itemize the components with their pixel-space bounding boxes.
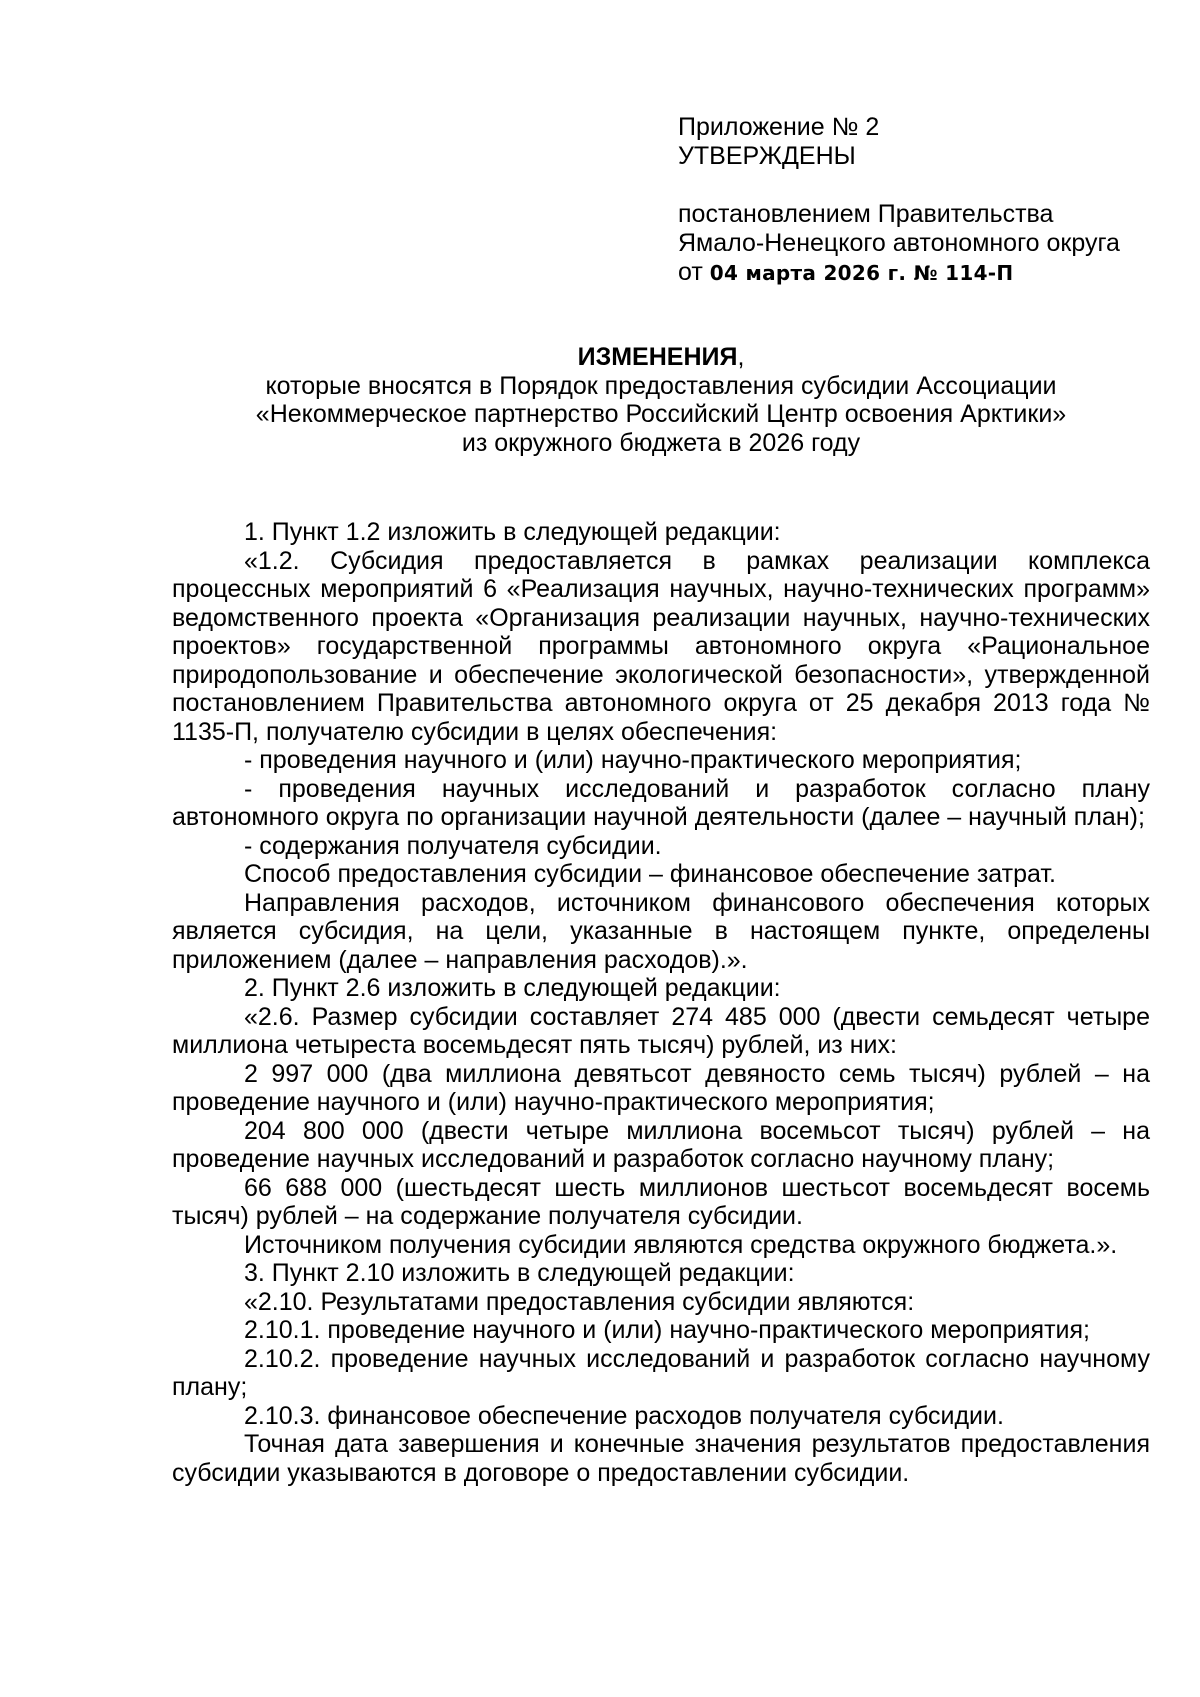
resolution-label: постановлением Правительства (678, 200, 1054, 228)
title-line-2: «Некоммерческое партнерство Российский Центр освоения Арктики» (255, 400, 1067, 428)
document-title (172, 343, 1150, 457)
date-value: 04 марта 2026 г. № 114-П (709, 261, 1014, 285)
date-prefix: от (678, 258, 710, 286)
paragraph: 66 688 000 (шестьдесят шесть миллионов шестьсот восемьдесят восемь тысяч) рублей – на содержание получателя субсидии. (172, 1173, 1150, 1230)
paragraph: Точная дата завершения и конечные значения результатов предоставления субсидии указываются в договоре о предоставлении субсидии. (172, 1430, 1150, 1487)
title-heading: ИЗМЕНЕНИЯ (577, 343, 738, 371)
paragraph: «1.2. Субсидия предоставляется в рамках реализации комплекса процессных мероприятий 6 «Реализация научных, научно-технических программ» ведомственного проекта «Организация реализации научных, научно-технических проектов» государственной программы автономного округа «Рациональное природопользование и обеспечение экологической безопасности», утвержденной постановлением Правительства автономного округа от 25 декабря 2013 года № 1135-П, получателю субсидии в целях обеспечения: (172, 546, 1150, 746)
paragraph: 2.10.3. финансовое обеспечение расходов получателя субсидии. (244, 1401, 1004, 1430)
paragraph: 204 800 000 (двести четыре миллиона восемьсот тысяч) рублей – на проведение научных исследований и разработок согласно научному плану; (172, 1116, 1150, 1173)
paragraph: - содержания получателя субсидии. (244, 831, 662, 860)
paragraph: Способ предоставления субсидии – финансовое обеспечение затрат. (244, 860, 1056, 888)
paragraph: - проведения научного и (или) научно-практического мероприятия; (244, 746, 1022, 774)
document-body (172, 518, 1150, 1487)
paragraph: Источником получения субсидии являются средства окружного бюджета.». (244, 1230, 1118, 1259)
paragraph: 1. Пункт 1.2 изложить в следующей редакции: (244, 518, 781, 546)
paragraph: «2.10. Результатами предоставления субсидии являются: (244, 1287, 915, 1316)
title-line-1: которые вносятся в Порядок предоставления субсидии Ассоциации (265, 371, 1057, 400)
title-heading-suffix: , (737, 343, 745, 371)
government-name: Ямало-Ненецкого автономного округа (678, 229, 1120, 257)
appendix-number: Приложение № 2 (678, 113, 880, 141)
paragraph: 2.10.2. проведение научных исследований и разработок согласно научному плану; (172, 1344, 1150, 1401)
paragraph: «2.6. Размер субсидии составляет 274 485 000 (двести семьдесят четыре миллиона четыреста восемьдесят пять тысяч) рублей, из них: (172, 1002, 1150, 1059)
title-line-3: из окружного бюджета в 2026 году (461, 428, 861, 457)
paragraph: 2.10.1. проведение научного и (или) научно-практического мероприятия; (244, 1316, 1090, 1344)
approved-label: УТВЕРЖДЕНЫ (678, 142, 856, 170)
paragraph: - проведения научных исследований и разработок согласно плану автономного округа по организации научной деятельности (далее – научный план); (172, 774, 1150, 831)
paragraph: 2 997 000 (два миллиона девятьсот девяносто семь тысяч) рублей – на проведение научного и (или) научно-практического мероприятия; (172, 1059, 1150, 1116)
paragraph: 2. Пункт 2.6 изложить в следующей редакции: (244, 974, 781, 1002)
approval-stamp (678, 113, 1178, 288)
resolution-date (678, 258, 1178, 288)
paragraph: Направления расходов, источником финансового обеспечения которых является субсидия, на цели, указанные в настоящем пункте, определены приложением (далее – направления расходов).». (172, 888, 1150, 974)
paragraph: 3. Пункт 2.10 изложить в следующей редакции: (244, 1259, 795, 1287)
